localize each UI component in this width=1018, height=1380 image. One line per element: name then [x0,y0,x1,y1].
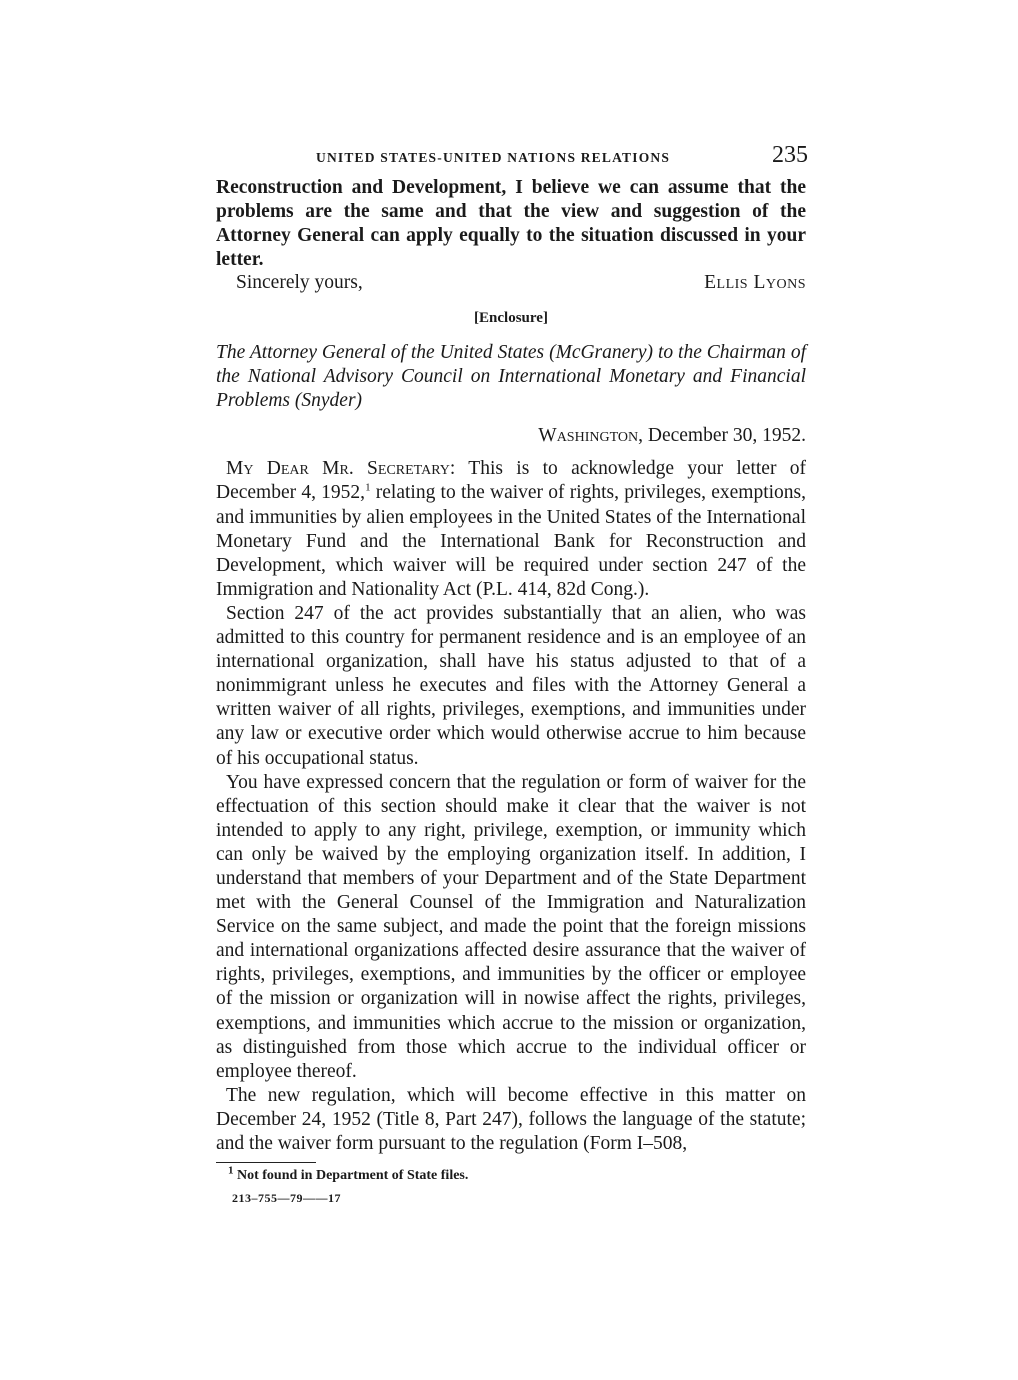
letter-heading: The Attorney General of the United States (McGranery) to the Chairman of the National Advisory Council on International Monetary and Financial Problems (Snyder) [216,342,806,412]
paragraph-4: The new regulation, which will become effective in this matter on December 24, 1952 (Title 8, Part 247), follows the language of the statute; and the waiver form pursuant to the regulation (Form I–508, [216,1084,806,1154]
paragraph-1 [216,457,806,602]
footnote [216,1164,806,1185]
running-header [216,140,806,176]
greeting: My Dear Mr. Secretary: [226,458,456,480]
paragraph-1-part-b: relating to the waiver of rights, privileges, exemptions, and immunities by alien employees in the United States of the International Monetary Fund and the International Bank for Reconstruction and Development, which waiver will be required under section 247 of the Immigration and Nationality Act (P.L. 414, 82d Cong.). [216,482,806,600]
opening-paragraph: Reconstruction and Development, I believe we can assume that the problems are the same and that the view and suggestion of the Attorney General can apply equally to the situation discussed in your letter. [216,177,806,271]
enclosure-label: [Enclosure] [474,310,548,327]
dateline [216,425,806,447]
running-title: UNITED STATES-UNITED NATIONS RELATIONS [316,150,671,165]
page-number: 235 [772,142,808,168]
footnote-ref: 1 [365,481,371,494]
dateline-date: , December 30, 1952. [638,425,806,447]
footnote-marker: 1 [228,1164,234,1177]
paragraph-3: You have expressed concern that the regulation or form of waiver for the effectuation of this section should make it clear that the waiver is not intended to apply to any right, privilege, exemption, or immunity which can only be waived by the employing organization itself. In addition, I understand that members of your Department and of the State Department met with the General Counsel of the Immigration and Naturalization Service on the same subject, and made the point that the foreign missions and international organizations affected desire assurance that the waiver of rights, privileges, exemptions, and immunities by the officer or employee of the mission or organization will in nowise affect the rights, privileges, exemptions, and immunities which accrue to the mission or organization, as distinguished from those which accrue to the individual officer or employee thereof. [216,771,806,1082]
paragraph-2: Section 247 of the act provides substantially that an alien, who was admitted to this country for permanent residence and is an employee of an international organization, shall have his status adjusted to that of a nonimmigrant unless he executes and files with the Attorney General a written waiver of all rights, privileges, exemptions, and immunities under any law or executive order which would otherwise accrue to him because of his occupational status. [216,602,806,769]
paragraph-1-part-a: This is to acknowledge your letter of December 4, 1952, [216,458,807,504]
closing-salutation: Sincerely yours, [236,272,363,294]
document-page [216,140,806,1206]
signer-name: Ellis Lyons [704,272,806,294]
footnote-text: Not found in Department of State files. [233,1168,469,1184]
closing-row [216,272,806,298]
footnote-divider [216,1162,316,1163]
dateline-place: Washington [538,425,639,447]
print-code: 213–755—79——17 [232,1191,341,1206]
